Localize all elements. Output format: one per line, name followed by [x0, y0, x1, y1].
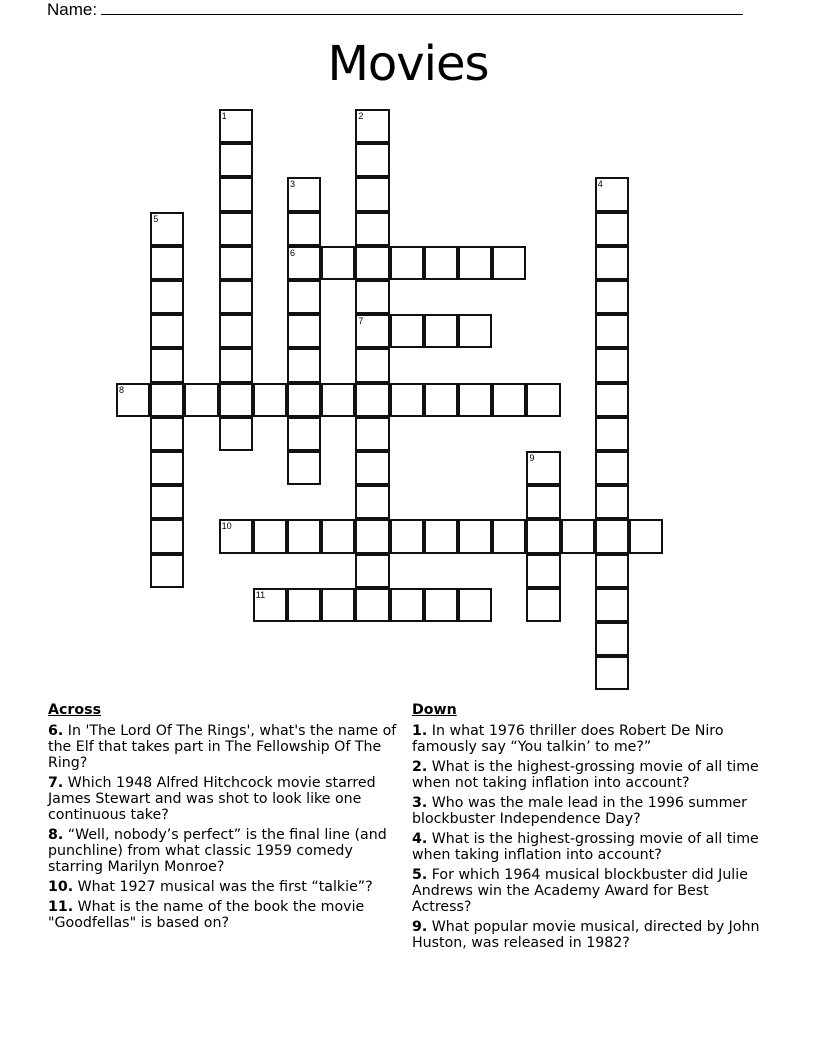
grid-cell[interactable]: [595, 417, 629, 451]
grid-cell[interactable]: [355, 143, 389, 177]
grid-cell[interactable]: [150, 485, 184, 519]
grid-cell[interactable]: [355, 348, 389, 382]
grid-cell[interactable]: [287, 417, 321, 451]
cell-number: 8: [119, 384, 125, 395]
puzzle-title: Movies: [327, 36, 489, 92]
grid-cell[interactable]: [458, 314, 492, 348]
grid-cell[interactable]: [150, 348, 184, 382]
grid-cell[interactable]: [424, 519, 458, 553]
grid-cell[interactable]: [321, 588, 355, 622]
grid-cell[interactable]: [595, 383, 629, 417]
clue-across-6: [48, 723, 408, 771]
grid-cell[interactable]: [355, 212, 389, 246]
grid-cell[interactable]: [287, 246, 321, 280]
clue-number: 11.: [48, 899, 74, 915]
clue-text: In 'The Lord Of The Rings', what's the name of the Elf that takes part in The Fellowship Of The Ring?: [48, 723, 397, 771]
grid-cell[interactable]: [219, 314, 253, 348]
grid-cell[interactable]: [287, 314, 321, 348]
grid-cell[interactable]: [253, 588, 287, 622]
grid-cell[interactable]: [390, 246, 424, 280]
grid-cell[interactable]: [287, 383, 321, 417]
grid-cell[interactable]: [219, 109, 253, 143]
cell-number: 1: [221, 111, 227, 121]
across-heading: Across: [48, 702, 102, 718]
clue-down-4: [412, 831, 772, 863]
grid-cell[interactable]: [287, 212, 321, 246]
clue-text: Who was the male lead in the 1996 summer blockbuster Independence Day?: [412, 795, 747, 827]
clue-down-3: [412, 795, 772, 827]
clue-number: 5.: [412, 867, 428, 883]
grid-cell[interactable]: [219, 417, 253, 451]
clue-across-7: [48, 775, 408, 823]
grid-cell[interactable]: [526, 485, 560, 519]
clue-number: 4.: [412, 831, 428, 847]
clue-text: In what 1976 thriller does Robert De Niro famously say “You talkin’ to me?”: [412, 723, 724, 755]
grid-cell[interactable]: [321, 383, 355, 417]
clue-number: 3.: [412, 795, 428, 811]
grid-cell[interactable]: [321, 519, 355, 553]
cell-number: 5: [153, 213, 159, 224]
grid-cell[interactable]: [184, 383, 218, 417]
grid-cell[interactable]: [355, 588, 389, 622]
clue-text: What 1927 musical was the first “talkie”?: [77, 879, 373, 895]
grid-cell[interactable]: [458, 519, 492, 553]
grid-cell[interactable]: [595, 519, 629, 553]
grid-cell[interactable]: [355, 417, 389, 451]
grid-cell[interactable]: [595, 177, 629, 211]
across-clues: [48, 701, 408, 935]
grid-cell[interactable]: [390, 588, 424, 622]
cell-number: 2: [358, 111, 364, 121]
grid-cell[interactable]: [526, 451, 560, 485]
grid-cell[interactable]: [355, 109, 389, 143]
grid-cell[interactable]: [526, 554, 560, 588]
grid-cell[interactable]: [390, 519, 424, 553]
grid-cell[interactable]: [458, 588, 492, 622]
grid-cell[interactable]: [150, 554, 184, 588]
grid-cell[interactable]: [595, 246, 629, 280]
down-heading: Down: [412, 702, 457, 718]
grid-cell[interactable]: [150, 212, 184, 246]
grid-cell[interactable]: [355, 451, 389, 485]
grid-cell[interactable]: [321, 246, 355, 280]
grid-cell[interactable]: [219, 212, 253, 246]
clue-number: 7.: [48, 775, 64, 791]
cell-number: 10: [221, 521, 232, 532]
grid-cell[interactable]: [492, 519, 526, 553]
clue-text: What is the highest-grossing movie of all time when not taking inflation into account?: [412, 759, 759, 791]
cell-number: 11: [255, 589, 266, 600]
grid-cell[interactable]: [390, 383, 424, 417]
grid-cell[interactable]: [458, 246, 492, 280]
grid-cell[interactable]: [561, 519, 595, 553]
clue-number: 1.: [412, 723, 428, 739]
grid-cell[interactable]: [219, 348, 253, 382]
clue-across-10: [48, 879, 408, 895]
grid-cell[interactable]: [150, 417, 184, 451]
cell-number: 3: [290, 179, 296, 190]
grid-cell[interactable]: [150, 383, 184, 417]
grid-cell[interactable]: [150, 451, 184, 485]
clue-across-11: [48, 899, 408, 931]
grid-cell[interactable]: [355, 314, 389, 348]
grid-cell[interactable]: [287, 519, 321, 553]
name-label: Name:: [47, 0, 98, 19]
grid-cell[interactable]: [287, 177, 321, 211]
grid-cell[interactable]: [424, 314, 458, 348]
cell-number: 6: [290, 247, 296, 258]
clue-number: 10.: [48, 879, 74, 895]
grid-cell[interactable]: [150, 314, 184, 348]
grid-cell[interactable]: [595, 280, 629, 314]
clue-number: 8.: [48, 827, 64, 843]
grid-cell[interactable]: [355, 554, 389, 588]
down-clues: [412, 701, 772, 955]
grid-cell[interactable]: [355, 177, 389, 211]
grid-cell[interactable]: [526, 588, 560, 622]
grid-cell[interactable]: [629, 519, 663, 553]
grid-cell[interactable]: [219, 143, 253, 177]
clue-down-1: [412, 723, 772, 755]
clue-text: For which 1964 musical blockbuster did Julie Andrews win the Academy Award for Best Actress?: [412, 867, 748, 915]
grid-cell[interactable]: [150, 280, 184, 314]
grid-cell[interactable]: [355, 280, 389, 314]
grid-cell[interactable]: [595, 314, 629, 348]
clue-text: “Well, nobody’s perfect” is the final line (and punchline) from what classic 1959 comedy starring Marilyn Monroe?: [48, 827, 387, 875]
grid-cell[interactable]: [355, 246, 389, 280]
grid-cell[interactable]: [595, 656, 629, 690]
grid-cell[interactable]: [492, 383, 526, 417]
grid-cell[interactable]: [595, 348, 629, 382]
cell-number: 7: [358, 316, 364, 327]
clue-number: 2.: [412, 759, 428, 775]
grid-cell[interactable]: [595, 622, 629, 656]
grid-cell[interactable]: [595, 451, 629, 485]
cell-number: 9: [529, 453, 535, 463]
grid-cell[interactable]: [595, 212, 629, 246]
grid-cell[interactable]: [595, 485, 629, 519]
clue-text: What is the highest-grossing movie of all time when taking inflation into account?: [412, 831, 759, 863]
grid-cell[interactable]: [424, 246, 458, 280]
clue-text: Which 1948 Alfred Hitchcock movie starred James Stewart and was shot to look like one continuous take?: [48, 775, 376, 823]
grid-cell[interactable]: [424, 588, 458, 622]
clue-down-9: [412, 919, 772, 951]
grid-cell[interactable]: [253, 383, 287, 417]
clue-text: What popular movie musical, directed by John Huston, was released in 1982?: [412, 919, 760, 951]
grid-cell[interactable]: [424, 383, 458, 417]
grid-cell[interactable]: [355, 383, 389, 417]
clue-down-5: [412, 867, 772, 915]
grid-cell[interactable]: [150, 246, 184, 280]
grid-cell[interactable]: [287, 588, 321, 622]
grid-cell[interactable]: [253, 519, 287, 553]
grid-cell[interactable]: [287, 451, 321, 485]
clue-number: 6.: [48, 723, 64, 739]
grid-cell[interactable]: [526, 383, 560, 417]
cell-number: 4: [597, 179, 603, 190]
grid-cell[interactable]: [595, 588, 629, 622]
grid-cell[interactable]: [355, 485, 389, 519]
grid-cell[interactable]: [287, 280, 321, 314]
clue-number: 9.: [412, 919, 428, 935]
grid-cell[interactable]: [355, 519, 389, 553]
clue-across-8: [48, 827, 408, 875]
grid-cell[interactable]: [595, 554, 629, 588]
grid-cell[interactable]: [219, 383, 253, 417]
clue-down-2: [412, 759, 772, 791]
grid-cell[interactable]: [526, 519, 560, 553]
grid-cell[interactable]: [219, 519, 253, 553]
grid-cell[interactable]: [150, 519, 184, 553]
clue-text: What is the name of the book the movie "Goodfellas" is based on?: [48, 899, 365, 931]
grid-cell[interactable]: [219, 246, 253, 280]
grid-cell[interactable]: [390, 314, 424, 348]
grid-cell[interactable]: [458, 383, 492, 417]
grid-cell[interactable]: [492, 246, 526, 280]
grid-cell[interactable]: [116, 383, 150, 417]
grid-cell[interactable]: [219, 177, 253, 211]
grid-cell[interactable]: [219, 280, 253, 314]
grid-cell[interactable]: [287, 348, 321, 382]
